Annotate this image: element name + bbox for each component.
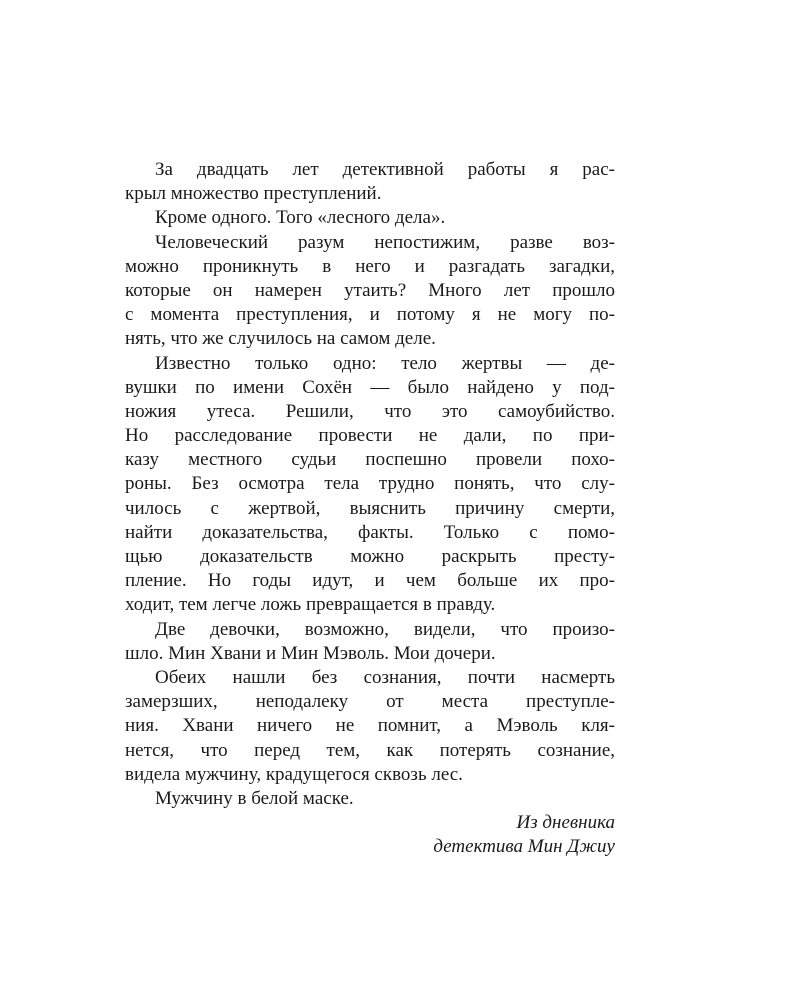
text-line: видела мужчину, крадущегося сквозь лес. <box>125 763 463 785</box>
text-line: ножия утеса. Решили, что это самоубийство. <box>125 400 615 422</box>
text-line: щью доказательств можно раскрыть престу- <box>125 546 615 567</box>
text-line: роны. Без осмотра тела трудно понять, что слу- <box>125 473 615 495</box>
text-line: Человеческий разум непостижим, разве воз- <box>155 231 615 253</box>
text-line: ходит, тем легче ложь превращается в правду. <box>125 594 496 616</box>
text-line: Кроме одного. Того «лесного дела». <box>155 207 446 229</box>
text-line: нется, что перед тем, как потерять сознание, <box>125 739 615 761</box>
text-line: Известно только одно: тело жертвы — де- <box>155 352 615 374</box>
text-line: пление. Но годы идут, и чем больше их про- <box>125 570 615 592</box>
text-line: замерзших, неподалеку от места преступле- <box>125 691 615 713</box>
signature-line-2: детектива Мин Джиу <box>433 836 615 858</box>
page-text <box>125 158 615 859</box>
text-line: найти доказательства, факты. Только с помо- <box>125 521 615 543</box>
text-line: вушки по имени Сохён — было найдено у под- <box>125 376 615 398</box>
text-line: Но расследование провести не дали, по при- <box>125 425 615 447</box>
text-line: Две девочки, возможно, видели, что произо- <box>155 618 615 640</box>
text-line: Обеих нашли без сознания, почти насмерть <box>155 666 615 688</box>
text-line: казу местного судьи поспешно провели похо- <box>125 449 615 471</box>
text-line: Мужчину в белой маске. <box>155 787 354 809</box>
text-line: можно проникнуть в него и разгадать загадки, <box>125 255 615 277</box>
text-line: За двадцать лет детективной работы я рас- <box>155 159 615 180</box>
text-line: с момента преступления, и потому я не могу по- <box>125 304 615 326</box>
text-line: шло. Мин Хвани и Мин Мэволь. Мои дочери. <box>125 642 496 664</box>
signature-line-1: Из дневника <box>516 812 615 834</box>
text-line: крыл множество преступлений. <box>125 183 382 205</box>
text-line: чилось с жертвой, выяснить причину смерти, <box>125 497 615 519</box>
text-line: ния. Хвани ничего не помнит, а Мэволь кля- <box>125 715 615 737</box>
text-line: которые он намерен утаить? Много лет прошло <box>125 279 615 301</box>
text-line: нять, что же случилось на самом деле. <box>125 328 436 350</box>
